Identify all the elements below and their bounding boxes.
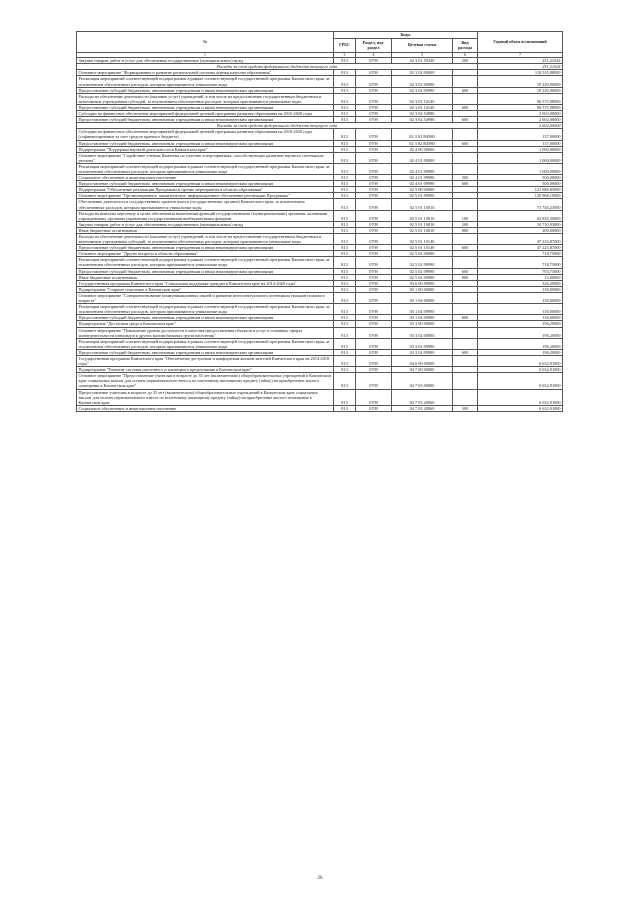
cell-name: Расходы на обеспечение деятельности (оказание услуг) учреждений, в том числе на предоставление государственным бюджетным и автономным учреждениям субсидий, за исключением обеспеченных расходов, которым присваиваются уникальные коды: [77, 234, 334, 245]
cell-name: Реализация мероприятий соответствующей подпрограммы в рамках соответствующей государственной программы Камчатского края, за исключением обеспеченных расходов, которым присваиваются уникальные коды: [77, 257, 334, 268]
cell-amount: 96 575,98000: [478, 104, 563, 110]
cell-target: 02 5 02 09990: [392, 257, 453, 268]
cell-target: 02 3 02 10140: [392, 93, 453, 104]
cell-amount: 6 632,91000: [478, 389, 563, 405]
table-row: [77, 389, 563, 405]
column-index: 4: [356, 53, 392, 58]
cell-grbs: 813: [334, 405, 356, 411]
cell-razdel: 0709: [356, 349, 392, 355]
cell-vid: 200: [453, 221, 478, 227]
cell-grbs: 813: [334, 389, 356, 405]
cell-razdel: 0709: [356, 227, 392, 233]
cell-grbs: 813: [334, 117, 356, 123]
cell-razdel: 0709: [356, 245, 392, 251]
column-index: 3: [334, 53, 356, 58]
cell-name: Подпрограмма "Поддержка научной деятельности в Камчатском крае": [77, 146, 334, 152]
cell-vid: 200: [453, 58, 478, 64]
cell-vid: [453, 76, 478, 87]
cell-razdel: 0709: [356, 274, 392, 280]
table-row: [77, 257, 563, 268]
cell-target: 02 4 01 09990: [392, 181, 453, 187]
cell-vid: [453, 327, 478, 338]
cell-target: 04 7 03 20060: [392, 389, 453, 405]
cell-amount: 1 000,00000: [478, 163, 563, 174]
cell-amount: 500,00000: [478, 181, 563, 187]
cell-razdel: 0709: [356, 181, 392, 187]
page-number: 26: [317, 876, 323, 881]
cell-target: 03 1 04 09990: [392, 304, 453, 315]
cell-grbs: 813: [334, 70, 356, 76]
cell-amount: 19 220,90000: [478, 87, 563, 93]
cell-amount: 130,00000: [478, 304, 563, 315]
cell-name: Социальное обеспечение и иные выплаты населению: [77, 175, 334, 181]
cell-target: 02 4 01 09990: [392, 163, 453, 174]
cell-grbs: 813: [334, 280, 356, 286]
cell-razdel: 0709: [356, 251, 392, 257]
cell-amount: 2 602,00000: [478, 111, 563, 117]
cell-vid: 600: [453, 117, 478, 123]
cell-name: Предоставление субсидий бюджетным, автономным учреждениям и иным некоммерческим организациям: [77, 104, 334, 110]
table-row: [77, 338, 563, 349]
cell-grbs: 813: [334, 315, 356, 321]
cell-name: Государственная программа Камчатского края "Социальная поддержка граждан в Камчатском крае на 2014-2020 годы": [77, 280, 334, 286]
cell-vid: [453, 389, 478, 405]
header-num: №: [77, 32, 334, 53]
cell-grbs: 813: [334, 111, 356, 117]
cell-amount: 96 575,98000: [478, 93, 563, 104]
cell-razdel: 0709: [356, 187, 392, 193]
cell-amount: 47 223,87000: [478, 234, 563, 245]
cell-vid: 600: [453, 315, 478, 321]
cell-razdel: 0709: [356, 210, 392, 221]
cell-razdel: 0709: [356, 140, 392, 146]
cell-name: Реализация мероприятий соответствующей подпрограммы в рамках соответствующей государственной программы Камчатского края, за исключением обеспеченных расходов, которым присваиваются уникальные коды: [77, 76, 334, 87]
table-row: [77, 199, 563, 210]
cell-vid: [453, 163, 478, 174]
cell-target: 02 5 02 00000: [392, 251, 453, 257]
cell-target: 02 5 02 09990: [392, 268, 453, 274]
cell-razdel: 0709: [356, 321, 392, 327]
cell-razdel: 0709: [356, 193, 392, 199]
cell-grbs: 813: [334, 234, 356, 245]
cell-name: Подпрограмма "Старшее поколение в Камчатском крае": [77, 286, 334, 292]
table-row: [77, 163, 563, 174]
cell-vid: 100: [453, 210, 478, 221]
cell-amount: 196,20000: [478, 349, 563, 355]
cell-grbs: 813: [334, 187, 356, 193]
cell-vid: [453, 355, 478, 366]
cell-grbs: 813: [334, 152, 356, 163]
cell-name: Субсидии на финансовое обеспечение мероприятий федеральной целевой программы развития образования на 2016-2020 годы: [77, 111, 334, 117]
column-index: 5: [392, 53, 453, 58]
cell-razdel: 0709: [356, 129, 392, 140]
cell-name: Предоставление субсидий бюджетным, автономным учреждениям и иным некоммерческим организациям: [77, 140, 334, 146]
cell-amount: 196,20000: [478, 327, 563, 338]
cell-grbs: 813: [334, 268, 356, 274]
cell-name: Закупка товаров, работ и услуг для обеспечения государственных (муниципальных) нужд: [77, 221, 334, 227]
cell-target: 02 5 01 10010: [392, 199, 453, 210]
cell-razdel: 0709: [356, 234, 392, 245]
cell-amount: 6 632,91000: [478, 405, 563, 411]
cell-razdel: 0709: [356, 257, 392, 268]
column-index: 1: [77, 53, 334, 58]
cell-name: Подпрограмма "Развитие системы ипотечного и жилищного кредитования в Камчатском крае": [77, 367, 334, 373]
cell-razdel: 0709: [356, 76, 392, 87]
cell-name: Предоставление субсидий бюджетным, автономным учреждениям и иным некоммерческим организациям: [77, 87, 334, 93]
cell-name: Расходы на обеспечение деятельности (оказание услуг) учреждений, в том числе на предоставление государственным бюджетным и автономным учреждениям субсидий, за исключением обеспеченных расходов, которым присваиваются уникальные коды: [77, 93, 334, 104]
cell-vid: 600: [453, 349, 478, 355]
cell-razdel: 0709: [356, 58, 392, 64]
cell-grbs: 813: [334, 221, 356, 227]
cell-amount: 6 632,91000: [478, 355, 563, 366]
cell-grbs: 813: [334, 175, 356, 181]
cell-name: Основное мероприятие "Организационное, аналитическое, информационное обеспечение реализации Программы": [77, 193, 334, 199]
cell-name: Закупка товаров, работ и услуг для обеспечения государственных (муниципальных) нужд: [77, 58, 334, 64]
cell-grbs: 813: [334, 58, 356, 64]
cell-vid: 600: [453, 268, 478, 274]
cell-name: Предоставление учителям в возрасте до 35 лет (включительно) общеобразовательных учреждений в Камчатском крае социальных выплат для оплаты первоначального взноса по ипотечному жилищному кредиту (займу) на приобретение жилого помещения в Камчатском крае: [77, 389, 334, 405]
cell-target: 02 3 02 10140: [392, 104, 453, 110]
cell-name: Расходы за счет средств федерального бюджета текущего года: [77, 123, 478, 129]
cell-grbs: 813: [334, 257, 356, 268]
cell-vid: 600: [453, 140, 478, 146]
cell-amount: 137,00000: [478, 129, 563, 140]
cell-razdel: 0709: [356, 199, 392, 210]
cell-grbs: 813: [334, 227, 356, 233]
cell-amount: 718,75000: [478, 251, 563, 257]
cell-name: Основное мероприятие "Совершенствование коммуникационных связей и развитие интеллектуального потенциала граждан пожилого возраста": [77, 292, 334, 303]
cell-name: Иные бюджетные ассигнования: [77, 274, 334, 280]
cell-name: Субсидии на финансовое обеспечение мероприятий федеральной целевой программы развития образования на 2016-2020 годы (софинансирование за счет средств краевого бюджета): [77, 129, 334, 140]
table-row: [77, 93, 563, 104]
cell-name: Предоставление субсидий бюджетным, автономным учреждениям и иным некоммерческим организациям: [77, 315, 334, 321]
cell-razdel: 0709: [356, 221, 392, 227]
cell-grbs: 813: [334, 104, 356, 110]
cell-target: 03 3 02 09990: [392, 349, 453, 355]
column-index: 6: [453, 53, 478, 58]
cell-vid: 600: [453, 104, 478, 110]
table-row: [77, 292, 563, 303]
cell-target: 02 4 01 09990: [392, 175, 453, 181]
cell-grbs: 813: [334, 367, 356, 373]
cell-name: Основное мероприятие "Повышение уровня доступности и качества предоставления объектов и услуг в основных сферах жизнедеятельности инвалидов и других маломобильных групп населения": [77, 327, 334, 338]
cell-grbs: 813: [334, 245, 356, 251]
cell-target: 03 1 00 00000: [392, 286, 453, 292]
header-total: Годовой объем ассигнований: [478, 32, 563, 53]
cell-razdel: 0709: [356, 304, 392, 315]
cell-vid: 600: [453, 87, 478, 93]
cell-name: Обеспечение деятельности государственных органов власти (государственных органов) Камчатского края, за исключением обеспеченных расходов, которым присваиваются уникальные коды: [77, 199, 334, 210]
cell-name: Расходы на выплаты персоналу в целях обеспечения выполнения функций государственными (муниципальными) органами, казенными учреждениями, органами управления государственными внебюджетными фондами: [77, 210, 334, 221]
cell-grbs: 813: [334, 373, 356, 389]
cell-razdel: 0709: [356, 111, 392, 117]
cell-name: Государственная программа Камчатского края "Обеспечение доступным и комфортным жильем жителей Камчатского края на 2014-2018 годы": [77, 355, 334, 366]
cell-vid: [453, 129, 478, 140]
cell-grbs: 813: [334, 181, 356, 187]
cell-target: 03 3 00 00000: [392, 321, 453, 327]
cell-name: Реализация мероприятий соответствующей подпрограммы в рамках соответствующей государственной программы Камчатского края, за исключением обеспеченных расходов, которым присваиваются уникальные коды: [77, 163, 334, 174]
cell-name: Основное мероприятие "Другие вопросы в области образования": [77, 251, 334, 257]
cell-target: 02 3 02 54980: [392, 111, 453, 117]
cell-amount: 120 968,10000: [478, 193, 563, 199]
cell-vid: [453, 152, 478, 163]
cell-razdel: 0709: [356, 163, 392, 174]
cell-razdel: 0709: [356, 338, 392, 349]
cell-target: 02 3 02 R4980: [392, 140, 453, 146]
cell-amount: 200,00000: [478, 227, 563, 233]
cell-grbs: 813: [334, 338, 356, 349]
cell-razdel: 0709: [356, 93, 392, 104]
table-row: [77, 129, 563, 140]
column-index: 7: [478, 53, 563, 58]
cell-razdel: 0709: [356, 405, 392, 411]
table-row: [77, 405, 563, 411]
cell-grbs: 813: [334, 199, 356, 210]
cell-target: 02 5 02 09990: [392, 274, 453, 280]
budget-table: [76, 31, 563, 412]
cell-grbs: 813: [334, 129, 356, 140]
table-row: [77, 327, 563, 338]
table-row: [77, 76, 563, 87]
cell-target: 02 3 02 54980: [392, 117, 453, 123]
cell-razdel: 0709: [356, 389, 392, 405]
cell-grbs: 813: [334, 321, 356, 327]
cell-target: 03 1 04 09990: [392, 315, 453, 321]
cell-razdel: 0709: [356, 175, 392, 181]
cell-grbs: 813: [334, 274, 356, 280]
cell-amount: 130,00000: [478, 286, 563, 292]
cell-name: Реализация мероприятий соответствующей подпрограммы в рамках соответствующей государственной программы Камчатского края, за исключением обеспеченных расходов, которым присваиваются уникальные коды: [77, 304, 334, 315]
cell-amount: 251,21024: [478, 58, 563, 64]
cell-grbs: 813: [334, 292, 356, 303]
table-row: [77, 152, 563, 163]
table-row: [77, 373, 563, 389]
table-row: [77, 304, 563, 315]
cell-razdel: 0709: [356, 104, 392, 110]
cell-razdel: 0709: [356, 286, 392, 292]
budget-sheet: [76, 31, 562, 412]
cell-grbs: 813: [334, 193, 356, 199]
cell-vid: 600: [453, 181, 478, 187]
cell-amount: 1 000,00000: [478, 146, 563, 152]
cell-target: 02 3 02 R4980: [392, 129, 453, 140]
cell-vid: 300: [453, 405, 478, 411]
cell-target: 02 5 01 10010: [392, 227, 453, 233]
cell-amount: 718,75000: [478, 257, 563, 268]
cell-razdel: 0709: [356, 70, 392, 76]
cell-amount: 47 223,87000: [478, 245, 563, 251]
cell-amount: 130,00000: [478, 315, 563, 321]
cell-target: 02 3 02 09990: [392, 76, 453, 87]
header-vid: Вид расхода: [453, 39, 478, 53]
cell-vid: 800: [453, 274, 478, 280]
cell-target: 04 7 00 00000: [392, 367, 453, 373]
cell-grbs: 813: [334, 327, 356, 338]
cell-amount: 2 602,00000: [478, 117, 563, 123]
cell-vid: [453, 304, 478, 315]
cell-target: 02 5 01 10140: [392, 245, 453, 251]
cell-amount: 6 632,91000: [478, 367, 563, 373]
cell-razdel: 0709: [356, 373, 392, 389]
cell-razdel: 0709: [356, 367, 392, 373]
cell-grbs: 813: [334, 286, 356, 292]
cell-target: 02 5 01 10010: [392, 221, 453, 227]
header-target: Целевая статья: [392, 39, 453, 53]
cell-target: 02 3 02 09990: [392, 87, 453, 93]
cell-grbs: 813: [334, 140, 356, 146]
header-codes: Коды: [334, 32, 478, 39]
cell-name: Предоставление субсидий бюджетным, автономным учреждениям и иным некоммерческим организациям: [77, 117, 334, 123]
cell-vid: [453, 93, 478, 104]
cell-amount: 326,20000: [478, 280, 563, 286]
cell-razdel: 0709: [356, 327, 392, 338]
cell-amount: 19 220,90000: [478, 76, 563, 87]
table-row: [77, 355, 563, 366]
cell-razdel: 0709: [356, 268, 392, 274]
cell-target: 04 7 03 00000: [392, 373, 453, 389]
cell-amount: 10 710,93000: [478, 221, 563, 227]
cell-vid: [453, 257, 478, 268]
cell-grbs: 813: [334, 210, 356, 221]
cell-vid: [453, 338, 478, 349]
header-grbs: ГРБС: [334, 39, 356, 53]
cell-amount: 196,20000: [478, 321, 563, 327]
cell-grbs: 813: [334, 93, 356, 104]
cell-target: 02 4 01 00000: [392, 152, 453, 163]
cell-razdel: 0709: [356, 280, 392, 286]
cell-vid: [453, 373, 478, 389]
cell-name: Основное мероприятие "Содействие ученым Камчатки по участию в мероприятиях, способствующих развитию научного потенциала региона": [77, 152, 334, 163]
cell-amount: 500,00000: [478, 175, 563, 181]
cell-name: Основное мероприятие "Формирование и развитие региональной системы оценки качества образования": [77, 70, 334, 76]
cell-razdel: 0709: [356, 315, 392, 321]
cell-grbs: 813: [334, 304, 356, 315]
cell-name: Социальное обеспечение и иные выплаты населению: [77, 405, 334, 411]
cell-amount: 2 602,00000: [478, 123, 563, 129]
cell-target: 03 0 00 00000: [392, 280, 453, 286]
cell-name: Предоставление субсидий бюджетным, автономным учреждениям и иным некоммерческим организациям: [77, 181, 334, 187]
cell-target: 02 5 01 00000: [392, 193, 453, 199]
cell-razdel: 0709: [356, 146, 392, 152]
cell-name: Реализация мероприятий соответствующей подпрограммы в рамках соответствующей государственной программы Камчатского края, за исключением обеспеченных расходов, которым присваиваются уникальные коды: [77, 338, 334, 349]
cell-amount: 137,00000: [478, 140, 563, 146]
cell-amount: 251,21024: [478, 64, 563, 70]
cell-grbs: 813: [334, 349, 356, 355]
cell-name: Основное мероприятие "Предоставление учителям в возрасте до 35 лет (включительно) общеобразовательных учреждений в Камчатском крае социальных выплат для оплаты первоначального взноса по ипотечному жилищному кредиту (займу) на приобретение жилого помещения в Камчатском крае": [77, 373, 334, 389]
cell-target: 02 3 02 00000: [392, 70, 453, 76]
table-body: [77, 58, 563, 412]
cell-vid: 800: [453, 227, 478, 233]
cell-target: 03 3 02 09990: [392, 338, 453, 349]
cell-name: Предоставление субсидий бюджетным, автономным учреждениям и иным некоммерческим организациям: [77, 268, 334, 274]
cell-amount: 703,75000: [478, 268, 563, 274]
cell-target: 02 3 01 59340: [392, 58, 453, 64]
cell-name: Подпрограмма "Обеспечение реализации Программы и прочие мероприятия в области образования": [77, 187, 334, 193]
cell-grbs: 813: [334, 76, 356, 87]
cell-name: Предоставление субсидий бюджетным, автономным учреждениям и иным некоммерческим организациям: [77, 245, 334, 251]
cell-amount: 121 686,85000: [478, 187, 563, 193]
cell-razdel: 0709: [356, 117, 392, 123]
cell-name: Расходы за счет средств федерального бюджета текущего года: [77, 64, 478, 70]
cell-vid: 600: [453, 245, 478, 251]
cell-target: 04 0 00 00000: [392, 355, 453, 366]
cell-amount: 15,00000: [478, 274, 563, 280]
table-row: [77, 210, 563, 221]
table-row: [77, 234, 563, 245]
cell-target: 04 7 03 20060: [392, 405, 453, 411]
cell-target: 02 4 00 00000: [392, 146, 453, 152]
cell-grbs: 813: [334, 87, 356, 93]
cell-target: 02 5 01 10010: [392, 210, 453, 221]
cell-amount: 62 833,30000: [478, 210, 563, 221]
cell-name: Иные бюджетные ассигнования: [77, 227, 334, 233]
header-razdel: Раздел, под-раздел: [356, 39, 392, 53]
cell-grbs: 813: [334, 163, 356, 174]
cell-amount: 6 632,91000: [478, 373, 563, 389]
cell-razdel: 0709: [356, 292, 392, 303]
cell-razdel: 0709: [356, 87, 392, 93]
cell-grbs: 813: [334, 355, 356, 366]
cell-grbs: 813: [334, 251, 356, 257]
cell-name: Подпрограмма "Доступная среда в Камчатском крае": [77, 321, 334, 327]
cell-amount: 130,00000: [478, 292, 563, 303]
cell-grbs: 813: [334, 146, 356, 152]
cell-target: 02 5 01 10140: [392, 234, 453, 245]
cell-target: 02 5 00 00000: [392, 187, 453, 193]
cell-vid: [453, 199, 478, 210]
cell-name: Предоставление субсидий бюджетным, автономным учреждениям и иным некоммерческим организациям: [77, 349, 334, 355]
cell-vid: 300: [453, 175, 478, 181]
cell-razdel: 0709: [356, 355, 392, 366]
cell-amount: 196,20000: [478, 338, 563, 349]
cell-target: 03 1 04 00000: [392, 292, 453, 303]
cell-vid: [453, 292, 478, 303]
cell-amount: 1 000,00000: [478, 152, 563, 163]
cell-vid: [453, 234, 478, 245]
cell-target: 03 3 02 00000: [392, 327, 453, 338]
cell-amount: 73 744,23000: [478, 199, 563, 210]
cell-amount: 118 535,88000: [478, 70, 563, 76]
cell-razdel: 0709: [356, 152, 392, 163]
